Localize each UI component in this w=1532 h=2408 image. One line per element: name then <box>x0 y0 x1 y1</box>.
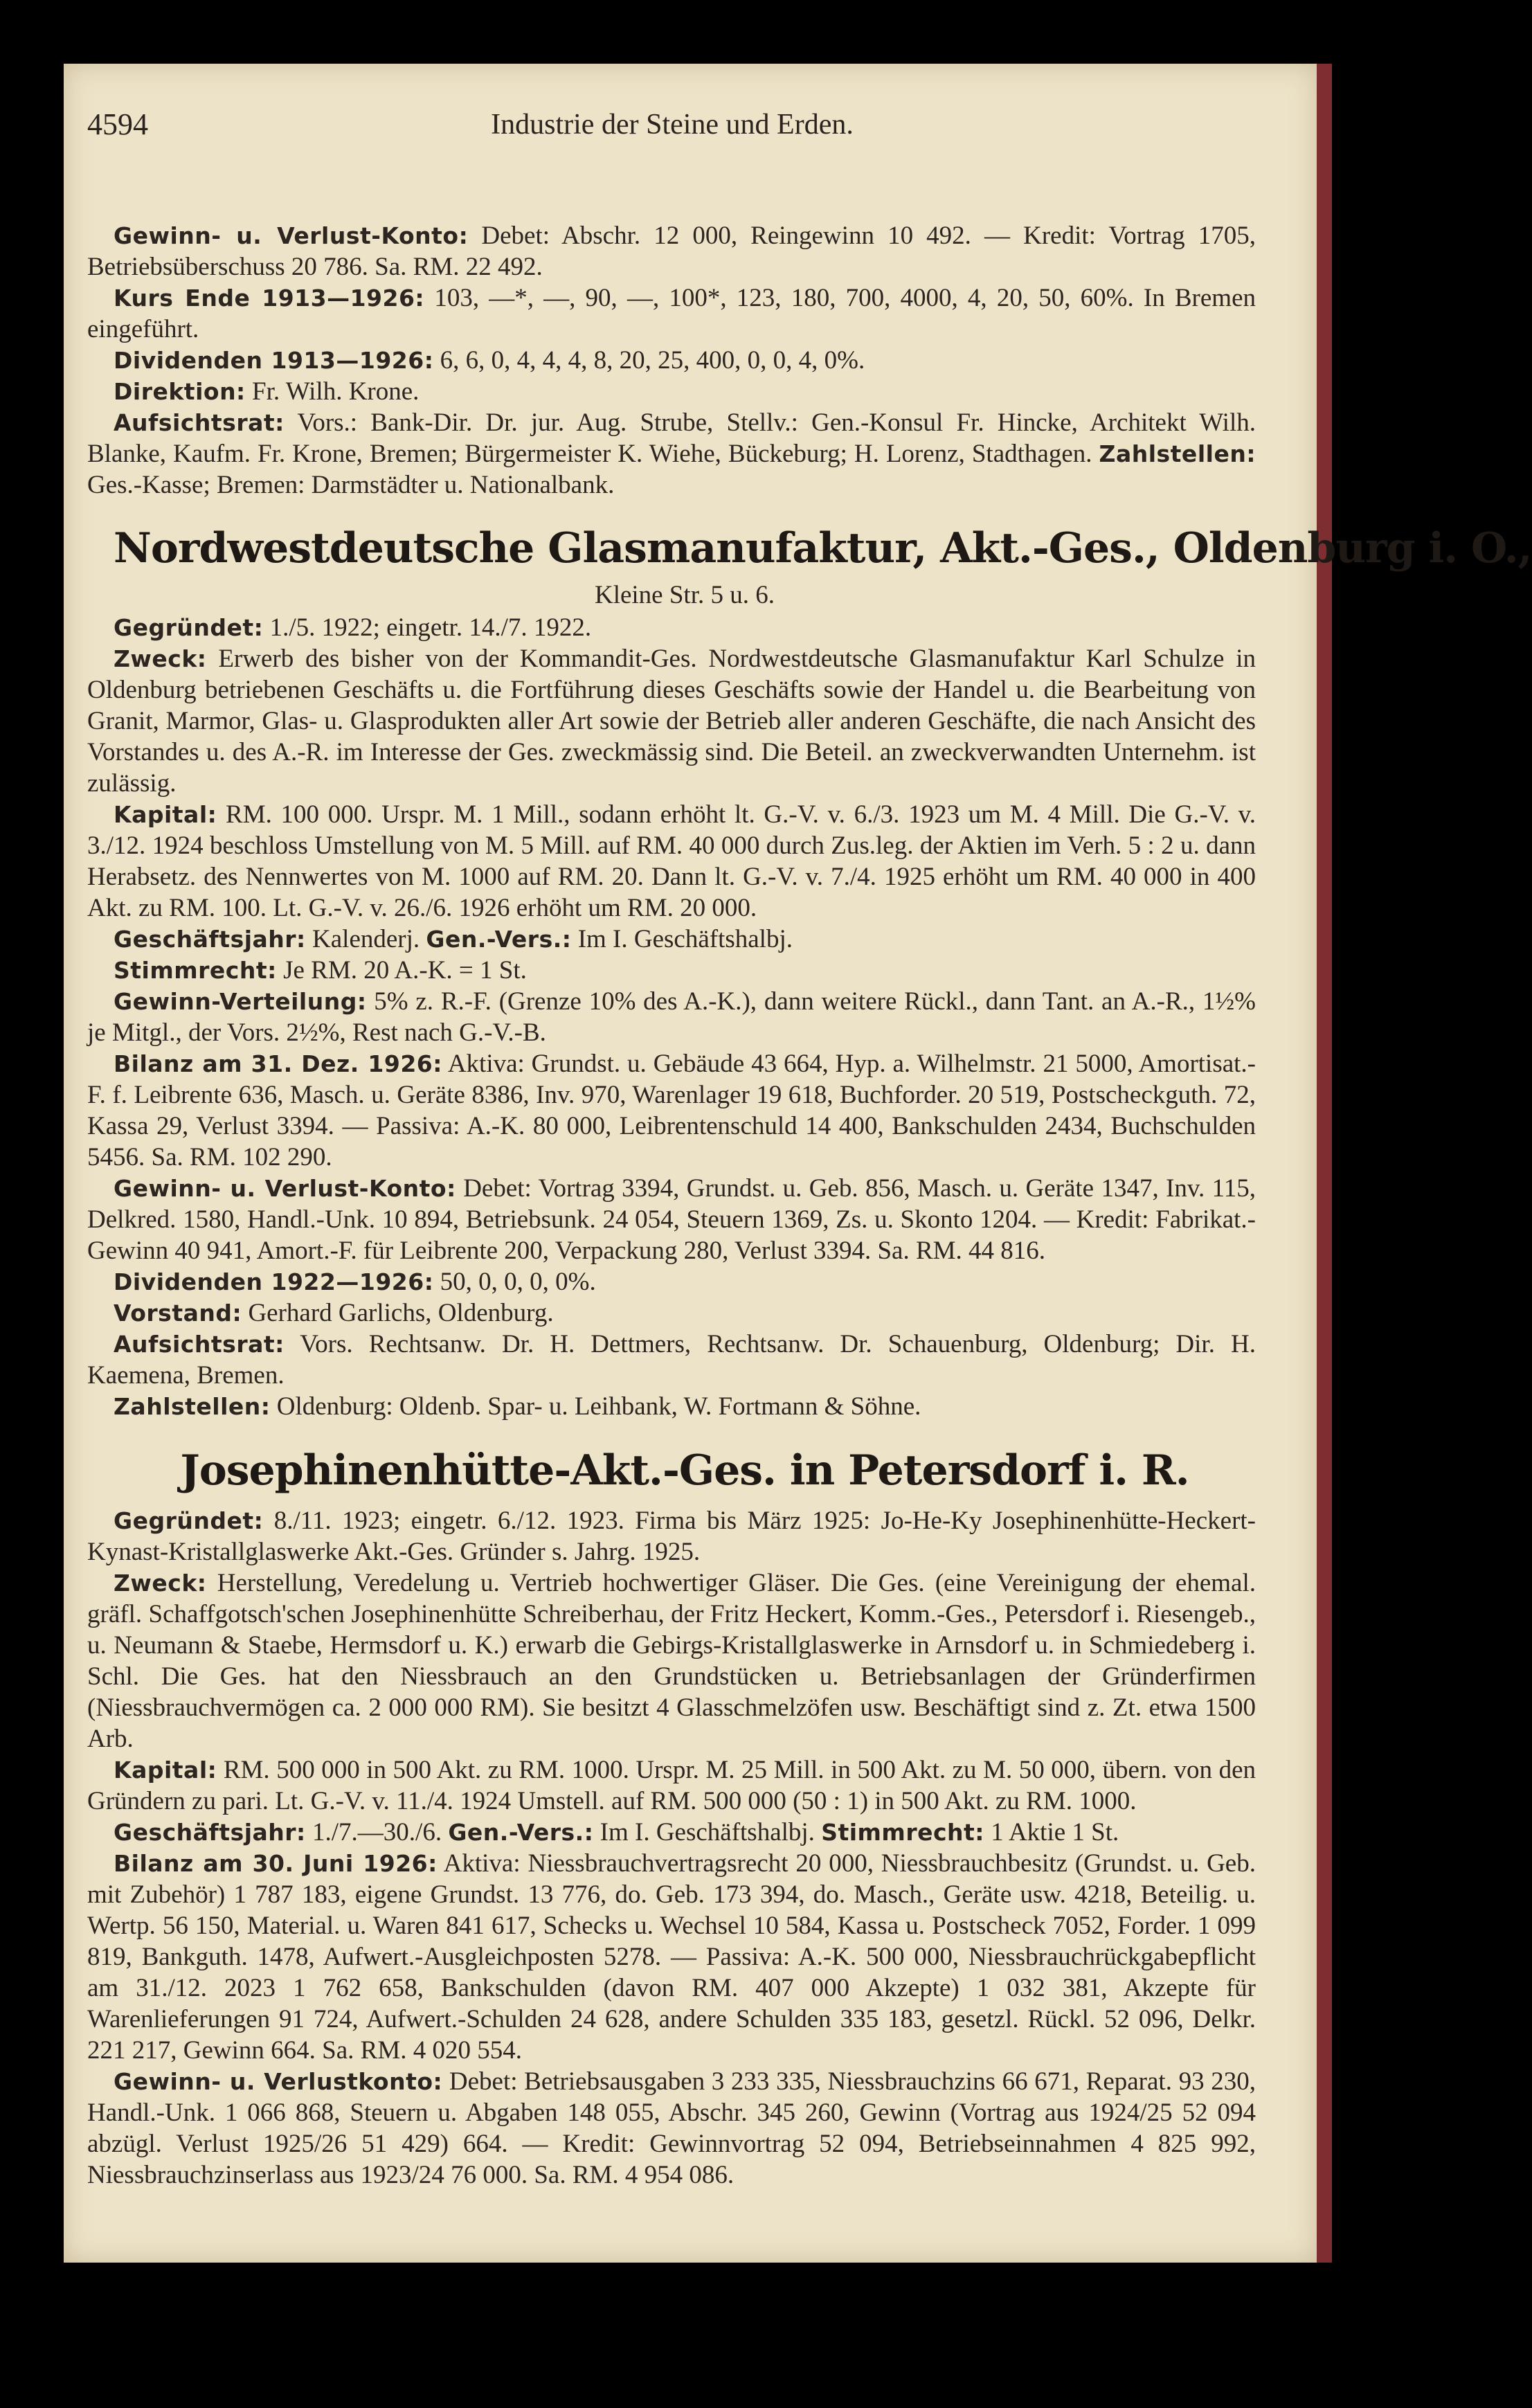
gegruendet-label: Gegründet: <box>114 1507 264 1534</box>
bilanz-paragraph <box>87 1848 1256 2066</box>
aufsichtsrat-paragraph <box>87 407 1256 501</box>
stimmrecht-paragraph <box>87 955 1256 986</box>
aufsichtsrat-paragraph <box>87 1329 1256 1391</box>
company-address: Kleine Str. 5 u. 6. <box>594 581 775 609</box>
direktion-paragraph <box>87 376 1256 407</box>
genvers-label: Gen.-Vers.: <box>426 926 572 953</box>
company-title: Nordwestdeutsche Glasmanufaktur, Akt.-Ges., Oldenburg i. O., <box>114 524 1532 573</box>
vorstand-text: Gerhard Garlichs, Oldenburg. <box>248 1299 554 1327</box>
geschaeftsjahr-text: Kalenderj. <box>312 925 420 953</box>
gegruendet-text: 1./5. 1922; eingetr. 14./7. 1922. <box>269 613 592 642</box>
kapital-label: Kapital: <box>114 801 217 828</box>
geschaeftsjahr-text: 1./7.—30./6. <box>312 1818 442 1847</box>
bilanz-text: Aktiva: Niessbrauchvertragsrecht 20 000, Niessbrauchbesitz (Grundst. u. Geb. mit Zubehör) 1 787 183, eigene Grundst. 13 776, do. Geb. 173 394, do. Masch., Geräte usw. 4218, Beteilig. u. Wertp. 56 150, Material. u. Waren 841 617, Schecks u. Wechsel 10 584, Kassa u. Postscheck 7052, Forder. 1 099 819, Bankguth. 1478, Aufwert.-Ausgleichposten 5278. — Passiva: A.-K. 500 000, Niessbrauchrückgabepflicht am 31./12. 2023 1 762 658, Bankschulden (davon RM. 407 000 Akzepte) 1 032 381, Akzepte für Warenlieferungen 91 724, Aufwert.-Schulden 24 628, andere Schulden 335 183, gesetzl. Rückl. 52 096, Delkr. 221 217, Gewinn 664. Sa. RM. 4 020 554. <box>87 1849 1256 2065</box>
gewinnverteilung-paragraph <box>87 986 1256 1048</box>
gegruendet-paragraph <box>87 1505 1256 1567</box>
gegruendet-text: 8./11. 1923; eingetr. 6./12. 1923. Firma bis März 1925: Jo-He-Ky Josephinenhütte-Heckert-Kynast-Kristallglaswerke Akt.-Ges. Gründer s. Jahrg. 1925. <box>87 1507 1256 1566</box>
kapital-paragraph <box>87 1754 1256 1817</box>
direktion-text: Fr. Wilh. Krone. <box>252 377 420 406</box>
gv-text: Debet: Vortrag 3394, Grundst. u. Geb. 856, Masch. u. Geräte 1347, Inv. 115, Delkred. 1580, Handl.-Unk. 10 894, Betriebsunk. 24 054, Steuern 1369, Zs. u. Skonto 1204. — Kredit: Fabrikat.-Gewinn 40 941, Amort.-F. für Leibrente 200, Verpackung 280, Verlust 3394. Sa. RM. 44 816. <box>87 1174 1256 1265</box>
stimmrecht-text: Je RM. 20 A.-K. = 1 St. <box>283 956 527 985</box>
geschaeftsjahr-label: Geschäftsjahr: <box>114 926 306 953</box>
gv-paragraph <box>87 2066 1256 2191</box>
dividends-text: 50, 0, 0, 0, 0%. <box>440 1268 596 1296</box>
gewinnverteilung-label: Gewinn-Verteilung: <box>114 988 367 1015</box>
kurs-text: 103, —*, —, 90, —, 100*, 123, 180, 700, 4000, 4, 20, 50, 60%. In Bremen eingeführt. <box>87 284 1256 343</box>
aufsichtsrat-text: Vors.: Bank-Dir. Dr. jur. Aug. Strube, Stellv.: Gen.-Konsul Fr. Hincke, Architekt Wilh. Blanke, Kaufm. Fr. Krone, Bremen; Bürgermeister K. Wiehe, Bückeburg; H. Lorenz, Stadthagen. <box>87 408 1256 468</box>
zweck-label: Zweck: <box>114 1570 207 1597</box>
gv-label: Gewinn- u. Verlust-Konto: <box>114 222 469 249</box>
zahlstellen-paragraph <box>87 1391 1256 1422</box>
zweck-paragraph <box>87 643 1256 799</box>
dividends-text: 6, 6, 0, 4, 4, 4, 8, 20, 25, 400, 0, 0, 4, 0%. <box>440 346 865 375</box>
zahlstellen-label: Zahlstellen: <box>114 1393 271 1420</box>
stimmrecht-text: 1 Aktie 1 St. <box>991 1818 1119 1847</box>
bilanz-label: Bilanz am 31. Dez. 1926: <box>114 1050 442 1077</box>
geschaeftsjahr-paragraph <box>87 1817 1256 1848</box>
company-entry-josephinenhuette <box>87 1440 1256 2191</box>
bilanz-paragraph <box>87 1048 1256 1173</box>
stimmrecht-label: Stimmrecht: <box>114 957 277 984</box>
kurs-label: Kurs Ende 1913—1926: <box>114 285 425 312</box>
aufsichtsrat-text: Vors. Rechtsanw. Dr. H. Dettmers, Rechtsanw. Dr. Schauenburg, Oldenburg; Dir. H. Kaemena, Bremen. <box>87 1330 1256 1390</box>
genvers-text: Im I. Geschäftshalbj. <box>577 925 793 953</box>
gv-label: Gewinn- u. Verlustkonto: <box>114 2068 443 2095</box>
kurs-paragraph <box>87 282 1256 345</box>
kapital-label: Kapital: <box>114 1756 217 1783</box>
zahlstellen-text: Oldenburg: Oldenb. Spar- u. Leihbank, W. Fortmann & Söhne. <box>276 1392 921 1421</box>
direktion-label: Direktion: <box>114 378 246 405</box>
genvers-label: Gen.-Vers.: <box>448 1819 594 1846</box>
bilanz-text: Aktiva: Grundst. u. Gebäude 43 664, Hyp. a. Wilhelmstr. 21 5000, Amortisat.-F. f. Leibrente 636, Masch. u. Geräte 8386, Inv. 970, Warenlager 19 618, Buchforder. 20 519, Postscheckguth. 72, Kassa 29, Verlust 3394. — Passiva: A.-K. 80 000, Leibrentenschuld 14 400, Bankschulden 2434, Buchschulden 5456. Sa. RM. 102 290. <box>87 1050 1256 1171</box>
zweck-text: Erwerb des bisher von der Kommandit-Ges. Nordwestdeutsche Glasmanufaktur Karl Schulze in Oldenburg betriebenen Geschäfts u. die Fortführung dieses Geschäfts sowie der Handel u. die Bearbeitung von Granit, Marmor, Glas- u. Glasprodukten aller Art sowie der Betrieb aller anderen Geschäfte, die nach Ansicht des Vorstandes u. des A.-R. im Interesse der Ges. zweckmässig sind. Die Beteil. an zweckverwandten Unternehm. ist zulässig. <box>87 645 1256 798</box>
zahlstellen-label: Zahlstellen: <box>1099 440 1256 467</box>
dividends-paragraph <box>87 1266 1256 1297</box>
previous-company-continuation <box>87 220 1256 501</box>
aufsichtsrat-label: Aufsichtsrat: <box>114 1331 285 1358</box>
gv-text: Debet: Abschr. 12 000, Reingewinn 10 492. — Kredit: Vortrag 1705, Betriebsüberschuss 20 786. Sa. RM. 22 492. <box>87 222 1256 281</box>
page-number: 4594 <box>87 107 148 141</box>
company-entry-glasmanufaktur <box>87 518 1532 1422</box>
gegruendet-paragraph <box>87 612 1256 643</box>
gegruendet-label: Gegründet: <box>114 614 264 641</box>
geschaeftsjahr-label: Geschäftsjahr: <box>114 1819 306 1846</box>
gv-label: Gewinn- u. Verlust-Konto: <box>114 1175 456 1202</box>
vorstand-label: Vorstand: <box>114 1300 242 1327</box>
zahlstellen-text: Ges.-Kasse; Bremen: Darmstädter u. Nationalbank. <box>87 471 615 499</box>
zweck-text: Herstellung, Veredelung u. Vertrieb hochwertiger Gläser. Die Ges. (eine Vereinigung der ehemal. gräfl. Schaffgotsch'schen Josephinenhütte Schreiberhau, der Fritz Heckert, Komm.-Ges., Petersdorf i. Riesengeb., u. Neumann & Staebe, Hermsdorf u. K.) erwarb die Gebirgs-Kristallglaswerke in Arnsdorf u. in Schmiedeberg i. Schl. Die Ges. hat den Niessbrauch an den Grundstücken u. Betriebsanlagen der Gründerfirmen (Niessbrauchvermögen ca. 2 000 000 RM). Sie besitzt 4 Glasschmelzöfen usw. Beschäftigt sind z. Zt. etwa 1500 Arb. <box>87 1569 1256 1753</box>
zweck-paragraph <box>87 1567 1256 1754</box>
stimmrecht-label: Stimmrecht: <box>821 1819 984 1846</box>
vorstand-paragraph <box>87 1297 1256 1329</box>
zweck-label: Zweck: <box>114 645 207 672</box>
kapital-text: RM. 100 000. Urspr. M. 1 Mill., sodann erhöht lt. G.-V. v. 6./3. 1923 um M. 4 Mill. Die G.-V. v. 3./12. 1924 beschloss Umstellung von M. 5 Mill. auf RM. 40 000 durch Zus.leg. der Aktien im Verh. 5 : 2 u. dann Herabsetz. des Nennwertes von M. 1000 auf RM. 20. Dann lt. G.-V. v. 7./4. 1925 erhöht um RM. 40 000 in 400 Akt. zu RM. 100. Lt. G.-V. v. 26./6. 1926 erhöht um RM. 20 000. <box>87 800 1256 922</box>
running-title: Industrie der Steine und Erden. <box>491 109 854 141</box>
kapital-text: RM. 500 000 in 500 Akt. zu RM. 1000. Urspr. M. 25 Mill. in 500 Akt. zu M. 50 000, übern. von den Gründern zu pari. Lt. G.-V. v. 11./4. 1924 Umstell. auf RM. 500 000 (50 : 1) in 500 Akt. zu RM. 1000. <box>87 1756 1256 1815</box>
geschaeftsjahr-paragraph <box>87 924 1256 955</box>
page-header <box>87 97 1257 152</box>
gewinnverteilung-text: 5% z. R.-F. (Grenze 10% des A.-K.), dann weitere Rückl., dann Tant. an A.-R., 1½% je Mitgl., der Vors. 2½%, Rest nach G.-V.-B. <box>87 987 1256 1047</box>
dividends-paragraph <box>87 345 1256 376</box>
gv-paragraph <box>87 1173 1256 1266</box>
bilanz-label: Bilanz am 30. Juni 1926: <box>114 1850 438 1877</box>
gv-text: Debet: Betriebsausgaben 3 233 335, Niessbrauchzins 66 671, Reparat. 93 230, Handl.-Unk. 1 066 868, Steuern u. Abgaben 148 055, Abschr. 345 260, Gewinn (Vortrag aus 1924/25 52 094 abzügl. Verlust 1925/26 51 429) 664. — Kredit: Gewinnvortrag 52 094, Betriebseinnahmen 4 825 992, Niessbrauchzinserlass aus 1923/24 76 000. Sa. RM. 4 954 086. <box>87 2067 1256 2189</box>
dividends-label: Dividenden 1922—1926: <box>114 1268 434 1295</box>
dividends-label: Dividenden 1913—1926: <box>114 347 434 374</box>
aufsichtsrat-label: Aufsichtsrat: <box>114 409 285 436</box>
kapital-paragraph <box>87 799 1256 924</box>
company-title: Josephinenhütte-Akt.-Ges. in Petersdorf i. R. <box>180 1446 1189 1495</box>
gv-paragraph <box>87 220 1256 282</box>
genvers-text: Im I. Geschäftshalbj. <box>600 1818 815 1847</box>
